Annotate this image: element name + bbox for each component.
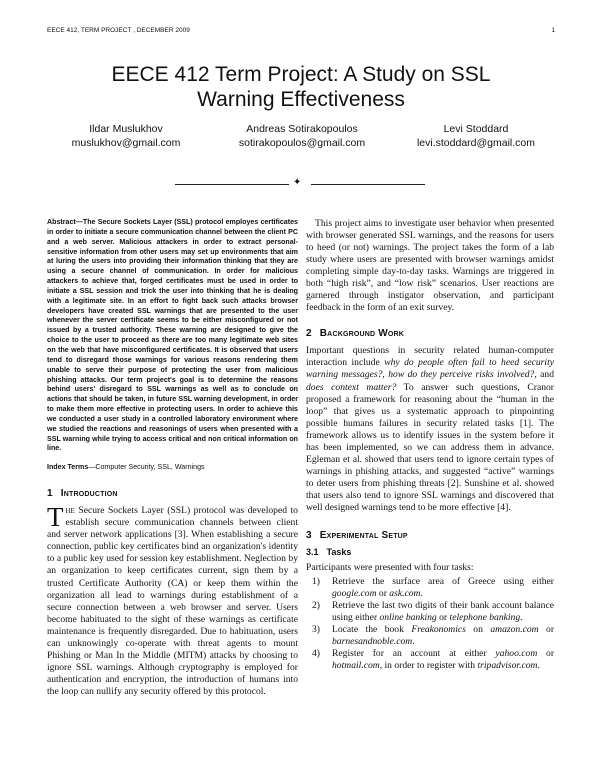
- author-1: [51, 122, 201, 150]
- tasks-lead: Participants were presented with four tasks:: [306, 562, 474, 574]
- section-title: Background Work: [319, 328, 405, 340]
- page-number: 1: [551, 27, 555, 34]
- intro-paragraph-2: This project aims to investigate user behavior when presented with browser generated SSL warnings, and the reasons for users to heed (or not) warnings. The project takes the form of a lab study where users are presented with browser warnings amidst completing simple day-to-day tasks. Warnings are triggered in both “high risk”, and “low risk” scenarios. User reactions are garnered through instigator observation, and participant feedback in the form of an exit survey.: [306, 218, 554, 314]
- index-terms-text: —Computer Security, SSL, Warnings: [88, 463, 205, 472]
- section-title: Experimental Setup: [319, 530, 408, 542]
- task-site: yahoo.com: [495, 648, 538, 660]
- index-terms: [47, 462, 298, 472]
- author-name: Ildar Muslukhov: [89, 123, 163, 135]
- title-divider: [175, 177, 425, 190]
- divider-rule-left: [175, 184, 289, 185]
- task-text: Register for an account at either: [332, 648, 496, 660]
- author-email: sotirakopoulos@gmail.com: [238, 137, 366, 149]
- subsection-heading-tasks: [306, 547, 554, 557]
- task-book: Freakonomics: [411, 624, 466, 636]
- section-heading-background: [306, 328, 554, 339]
- section-heading-introduction: [47, 488, 298, 499]
- task-text: or: [538, 624, 555, 636]
- task-text: or: [376, 588, 390, 600]
- section-number: 3: [306, 530, 312, 542]
- divider-rule-right: [311, 184, 425, 185]
- list-marker: 3): [312, 624, 320, 636]
- intro-paragraph-1: [47, 502, 298, 698]
- background-question-2: does context matter?: [306, 381, 397, 393]
- list-item: [306, 624, 554, 648]
- drop-cap: T: [47, 502, 64, 533]
- background-text-3: To answer such questions, Cranor proposed a framework for reasoning about the “human in the loop” that gives us a systematic approach to pinpointing possible humans failures in security related tasks [1]. The framework allows us to identify issues in the system before it has been implemented, so we can address them in advance. Egleman et al. showed that users tend to ignore certain types of warnings in phishing attacks, and suggested “active” warnings to deter users from phishing threats [2]. Sunshine et al. showed that users also tend to ignore SSL warnings and discovered that well designed warnings tend to be more effective [4].: [306, 381, 554, 513]
- author-name: Andreas Sotirakopoulos: [246, 123, 358, 135]
- index-terms-label: Index Terms: [47, 463, 89, 472]
- section-number: 2: [306, 328, 312, 340]
- task-site: online banking: [379, 612, 437, 624]
- task-site: tripadvisor.com: [477, 660, 538, 672]
- author-name: Levi Stoddard: [443, 123, 509, 135]
- list-item: [306, 600, 554, 624]
- subsection-number: 3.1: [306, 547, 319, 558]
- task-text: Retrieve the last two digits of their bank account balance using either: [332, 600, 554, 624]
- task-site: barnesandnoble.com: [332, 636, 413, 648]
- task-site: ask.com: [389, 588, 421, 600]
- list-marker: 2): [312, 600, 320, 612]
- task-text: Locate the book: [332, 624, 412, 636]
- paper-title: [47, 62, 555, 112]
- abstract: Abstract—The Secure Sockets Layer (SSL) protocol employes certificates in order to initiate a secure communication channel between the client PC and a web server. Malicious attackers in order to extract personal-sensitive information from other users may set up environments that aim at luring the users into providing their information thinking that they are using a secure channel of communication. In order for malicious attackers to achieve that, forged certificates must be used in order to initiate a SSL session and trick the user into thinking that he is dealing with a legitimate site. In an effort to fight back such attacks browser developers have created SSL warnings that are presented to the user whenever the server certificate seems to be either misconfigured or not issued by a trusted authority. These warning are designed to give the choice to the user to proceed as there are too many legitimate web sites on the web that have misconfigured certificates. It is observed that users tend to disregard those warnings for various reasons rendering them unable to serve their purpose of protecting the user from malicious phishing attacks. Our term project's goal is to determine the reasons behind users' disregard to SSL warnings as well as to conclude on actions that should be taken, in future SSL warning development, in order to make them more effective in protecting users. In order to achieve this we conducted a user study in a controlled laboratory environment where we studied the reactions and reasonings of users when presented with a SSL warning while trying to access critical and non critical information on line.: [47, 218, 298, 453]
- running-head-journal: EECE 412, TERM PROJECT , DECEMBER 2009: [47, 27, 190, 34]
- section-number: 1: [47, 488, 53, 500]
- intro-paragraph-1-text: Secure Sockets Layer (SSL) protocol was developed to establish secure communication channels between client and server network applications [3]. When establishing a secure connection, public key certificates bind an organization's identity to a public key used for session key establishment. Neglection by an organization to keep certificates current, sign them by a trusted Certificate Authority (CA) or keep them within the organization all lead to warnings during establishment of a secure connection between a web browser and server. Users become habituated to the sight of these warnings as certificate maintenance is frequently disregarded. Due to habituation, users can unknowingly co-operate with threat agents to mount Phishing or Man In the Middle (MITM) attacks by choosing to ignore SSL warnings. Although cryptography is employed for authentication and encryption, the introduction of humans into the loop can nullify any security offered by this protocol.: [47, 505, 298, 697]
- task-text: , in order to register with: [379, 660, 478, 672]
- background-question-1: why do people often fail to heed security warning messages?, how do they perceive risks involved?: [306, 357, 555, 381]
- title-line-1: EECE 412 Term Project: A Study on SSL: [111, 63, 491, 86]
- task-text: Retrieve the surface area of Greece using either: [332, 576, 554, 588]
- background-text-1: Important questions in security related human-computer interaction include: [306, 345, 554, 369]
- task-text: .: [420, 588, 423, 600]
- background-paragraph: [306, 345, 554, 514]
- subsection-title: Tasks: [326, 547, 352, 558]
- task-text: or: [436, 612, 450, 624]
- section-heading-experimental-setup: [306, 530, 554, 541]
- drop-cap-word-rest: he: [65, 505, 75, 517]
- author-email: muslukhov@gmail.com: [71, 137, 181, 149]
- title-line-2: Warning Effectiveness: [197, 88, 405, 111]
- left-column: [47, 218, 298, 698]
- author-2: [218, 122, 386, 150]
- author-email: levi.stoddard@gmail.com: [416, 137, 536, 149]
- task-site: hotmail.com: [332, 660, 380, 672]
- background-text-2: , and: [534, 369, 554, 381]
- task-site: amazon.com: [490, 624, 539, 636]
- task-text: .: [537, 660, 540, 672]
- divider-ornament-icon: ✦: [293, 177, 302, 188]
- right-column: [306, 218, 554, 672]
- task-text: or: [537, 648, 555, 660]
- task-text: .: [412, 636, 415, 648]
- task-text: on: [465, 624, 491, 636]
- author-3: [397, 122, 555, 150]
- task-site: google.com: [332, 588, 377, 600]
- task-list: [306, 576, 554, 672]
- task-site: telephone banking: [449, 612, 521, 624]
- list-item: [306, 576, 554, 600]
- list-item: [306, 648, 554, 672]
- list-marker: 1): [312, 576, 320, 588]
- task-text: .: [520, 612, 523, 624]
- list-marker: 4): [312, 648, 320, 660]
- section-title: Introduction: [60, 488, 118, 500]
